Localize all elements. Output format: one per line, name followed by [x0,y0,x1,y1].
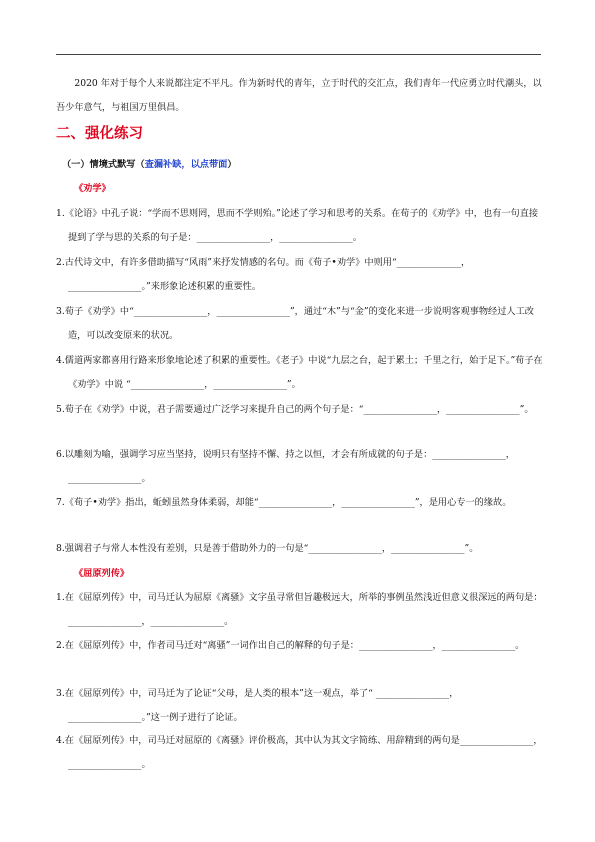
section-title: 二、强化练习 [56,126,143,142]
question-text: 6.以雕刻为喻，强调学习应当坚持，说明只有坚持不懈、持之以恒，才会有所成就的句子是：________________，________________。 [56,449,515,484]
question-text: 3.荀子《劝学》中“________________，________________”，通过“木”与“金”的变化来进一步说明客观事物经过人工改造，可以改变原来的状况。 [56,306,534,341]
question-item [56,537,544,561]
header-rule [56,54,541,55]
question-text: 4.儒道两家都喜用行路来形象地论述了积累的重要性。《老子》中说“九层之台，起于累土；千里之行，始于足下。”荀子在《劝学》中说 “________________，________________”。 [56,355,543,390]
question-item [56,443,544,491]
question-item [56,586,544,634]
question-text: 7.《荀子•劝学》指出，蚯蚓虽然身体柔弱，却能“________________，________________”，是用心专一的缘故。 [56,497,512,508]
question-item [56,682,544,730]
question-text: 3.在《屈原列传》中，司马迁为了论证“父母，是人类的根本”这一观点，举了“ ________________，________________。”这一例子进行了论证。 [56,688,459,723]
question-text: 2.古代诗文中，有许多借助描写“风雨”来抒发情感的名句。而《荀子•劝学》中则用“______________，________________。”来形象论述积累的重要性。 [56,257,471,292]
question-item [56,251,544,299]
question-item [56,634,544,658]
subsection-title [62,156,237,170]
question-item [56,300,544,348]
question-item [56,398,544,422]
subsection-prefix: （一）情境式默写（ [62,159,145,170]
question-item [56,349,544,397]
question-text: 2.在《屈原列传》中，作者司马迁对“离骚”一词作出自己的解释的句子是：________________，________________。 [56,640,525,651]
question-text: 1.在《屈原列传》中，司马迁认为屈原《离骚》文字虽寻常但旨趣极远大，所举的事例虽然浅近但意义很深远的两句是：________________，________________。 [56,592,543,627]
question-item [56,491,544,515]
question-text: 5.荀子在《劝学》中说，君子需要通过广泛学习来提升自己的两个句子是：“________________，________________”。 [56,404,534,415]
question-item [56,202,544,250]
subsection-hint: 查漏补缺，以点带面 [144,159,228,170]
article-title-quanxue: 《劝学》 [74,183,111,194]
question-item [56,729,544,777]
intro-paragraph: 2020 年对于每个人来说都注定不平凡。作为新时代的青年，立于时代的交汇点，我们青年一代应勇立时代潮头，以吾少年意气，与祖国万里俱昌。 [56,78,542,113]
question-text: 1.《论语》中孔子说：“学而不思则罔，思而不学则殆。”论述了学习和思考的关系。在荀子的《劝学》中，也有一句直接提到了学与思的关系的句子是：________________，________________。 [56,208,539,243]
subsection-suffix: ） [227,159,237,170]
article-title-quyuan: 《屈原列传》 [74,568,130,579]
question-text: 4.在《屈原列传》中，司马迁对屈原的《离骚》评价极高，其中认为其文字简练、用辞精到的两句是________________，________________。 [56,735,543,770]
question-text: 8.强调君子与常人本性没有差别，只是善于借助外力的一句是“________________，________________”。 [56,543,479,554]
